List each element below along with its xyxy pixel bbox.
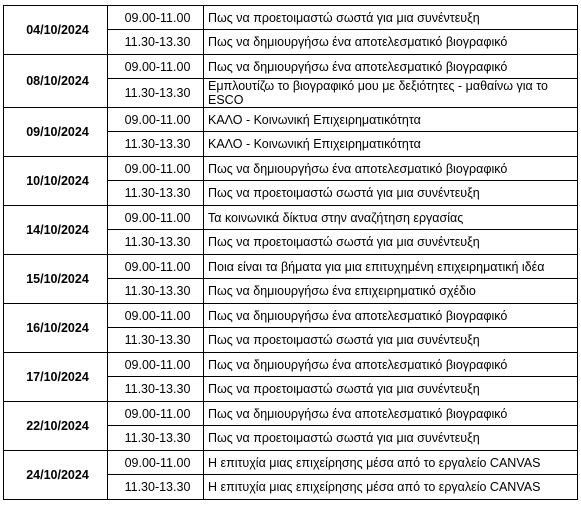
topic-cell: Πως να δημιουργήσω ένα επιχειρηματικό σχέδιο bbox=[204, 279, 578, 304]
schedule-row bbox=[4, 402, 578, 426]
date-cell: 22/10/2024 bbox=[4, 402, 108, 451]
date-cell: 16/10/2024 bbox=[4, 304, 108, 353]
time-cell: 09.00-11.00 bbox=[108, 206, 204, 230]
topic-cell: Τα κοινωνικά δίκτυα στην αναζήτηση εργασίας bbox=[204, 206, 578, 230]
time-cell: 09.00-11.00 bbox=[108, 55, 204, 79]
time-cell: 09.00-11.00 bbox=[108, 157, 204, 181]
time-cell: 09.00-11.00 bbox=[108, 255, 204, 279]
topic-cell: Η επιτυχία μιας επιχείρησης μέσα από το εργαλείο CANVAS bbox=[204, 475, 578, 500]
topic-cell: Πως να δημιουργήσω ένα αποτελεσματικό βιογραφικό bbox=[204, 402, 578, 426]
date-cell: 14/10/2024 bbox=[4, 206, 108, 255]
time-cell: 11.30-13.30 bbox=[108, 132, 204, 157]
schedule-body bbox=[4, 6, 578, 500]
date-cell: 15/10/2024 bbox=[4, 255, 108, 304]
schedule-row bbox=[4, 304, 578, 328]
topic-cell: Πως να δημιουργήσω ένα αποτελεσματικό βιογραφικό bbox=[204, 353, 578, 377]
schedule-row bbox=[4, 353, 578, 377]
schedule-table bbox=[3, 5, 578, 500]
topic-cell: Πως να δημιουργήσω ένα αποτελεσματικό βιογραφικό bbox=[204, 30, 578, 55]
time-cell: 11.30-13.30 bbox=[108, 30, 204, 55]
topic-cell: Η επιτυχία μιας επιχείρησης μέσα από το εργαλείο CANVAS bbox=[204, 451, 578, 475]
time-cell: 09.00-11.00 bbox=[108, 6, 204, 30]
topic-cell: Πως να δημιουργήσω ένα αποτελεσματικό βιογραφικό bbox=[204, 304, 578, 328]
topic-cell: Πως να προετοιμαστώ σωστά για μια συνέντευξη bbox=[204, 377, 578, 402]
time-cell: 11.30-13.30 bbox=[108, 79, 204, 108]
time-cell: 11.30-13.30 bbox=[108, 279, 204, 304]
time-cell: 09.00-11.00 bbox=[108, 353, 204, 377]
time-cell: 11.30-13.30 bbox=[108, 230, 204, 255]
schedule-row bbox=[4, 451, 578, 475]
time-cell: 11.30-13.30 bbox=[108, 377, 204, 402]
schedule-row bbox=[4, 255, 578, 279]
date-cell: 09/10/2024 bbox=[4, 108, 108, 157]
schedule-row bbox=[4, 157, 578, 181]
topic-cell: Πως να προετοιμαστώ σωστά για μια συνέντευξη bbox=[204, 328, 578, 353]
topic-cell: ΚΑΛΟ - Κοινωνική Επιχειρηματικότητα bbox=[204, 132, 578, 157]
topic-cell: Ποια είναι τα βήματα για μια επιτυχημένη επιχειρηματική ιδέα bbox=[204, 255, 578, 279]
date-cell: 04/10/2024 bbox=[4, 6, 108, 55]
time-cell: 11.30-13.30 bbox=[108, 328, 204, 353]
date-cell: 08/10/2024 bbox=[4, 55, 108, 108]
time-cell: 09.00-11.00 bbox=[108, 451, 204, 475]
schedule-row bbox=[4, 6, 578, 30]
topic-cell: Πως να προετοιμαστώ σωστά για μια συνέντευξη bbox=[204, 6, 578, 30]
topic-cell: Πως να προετοιμαστώ σωστά για μια συνέντευξη bbox=[204, 426, 578, 451]
time-cell: 11.30-13.30 bbox=[108, 181, 204, 206]
schedule-row bbox=[4, 108, 578, 132]
topic-cell: Εμπλουτίζω το βιογραφικό μου με δεξιότητες - μαθαίνω για το ESCO bbox=[204, 79, 578, 108]
date-cell: 17/10/2024 bbox=[4, 353, 108, 402]
date-cell: 10/10/2024 bbox=[4, 157, 108, 206]
topic-cell: Πως να προετοιμαστώ σωστά για μια συνέντευξη bbox=[204, 230, 578, 255]
time-cell: 09.00-11.00 bbox=[108, 108, 204, 132]
date-cell: 24/10/2024 bbox=[4, 451, 108, 500]
topic-cell: Πως να προετοιμαστώ σωστά για μια συνέντευξη bbox=[204, 181, 578, 206]
topic-cell: ΚΑΛΟ - Κοινωνική Επιχειρηματικότητα bbox=[204, 108, 578, 132]
topic-cell: Πως να δημιουργήσω ένα αποτελεσματικό βιογραφικό bbox=[204, 55, 578, 79]
time-cell: 11.30-13.30 bbox=[108, 475, 204, 500]
schedule-row bbox=[4, 55, 578, 79]
schedule-row bbox=[4, 206, 578, 230]
topic-cell: Πως να δημιουργήσω ένα αποτελεσματικό βιογραφικό bbox=[204, 157, 578, 181]
time-cell: 09.00-11.00 bbox=[108, 402, 204, 426]
time-cell: 11.30-13.30 bbox=[108, 426, 204, 451]
time-cell: 09.00-11.00 bbox=[108, 304, 204, 328]
